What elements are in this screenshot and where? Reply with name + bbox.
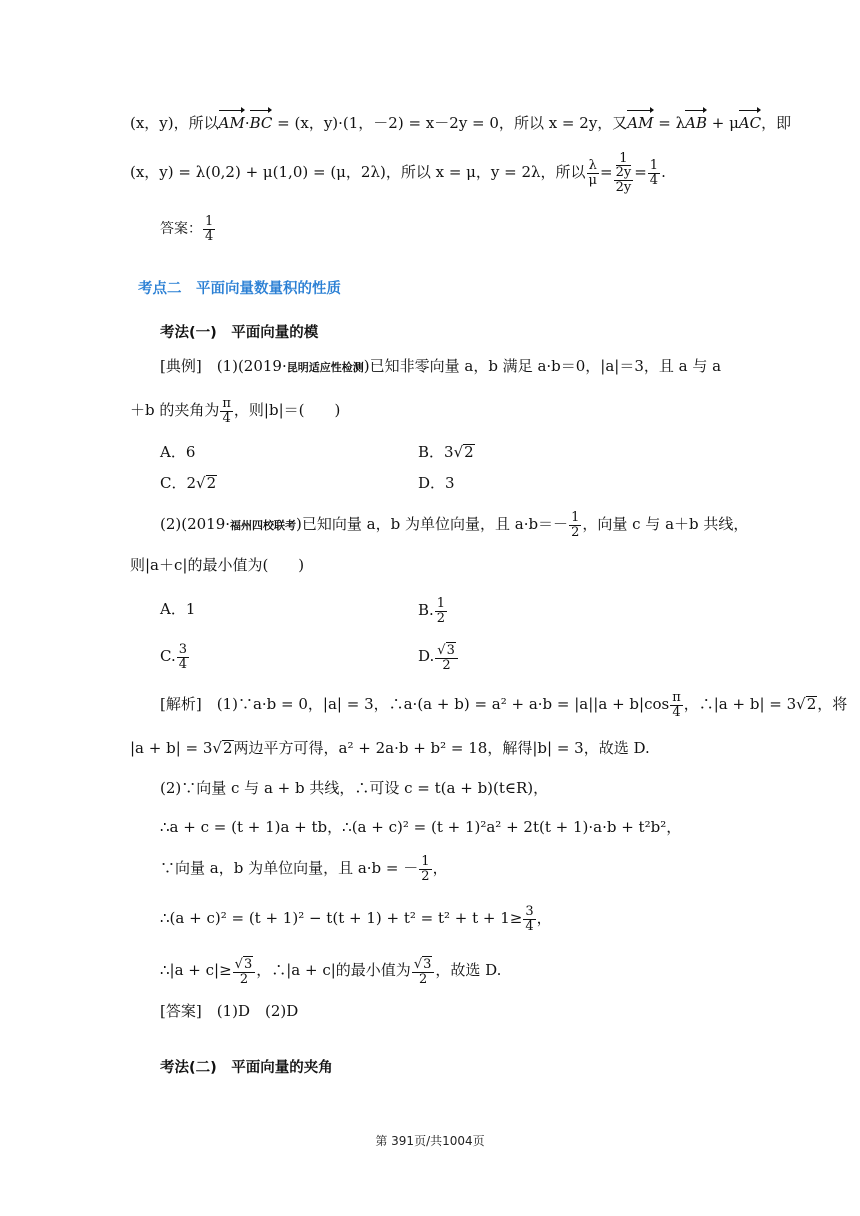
- example-line: (2)(2019·福州四校联考)已知向量 a，b 为单位向量，且 a·b＝－ $\frac{1}{2}$ ，向量 c 与 a＋b 共线，: [160, 509, 749, 540]
- option-b: B. $\frac{1}{2}$: [418, 595, 446, 626]
- example-line: 则|a＋c|的最小值为( ): [130, 556, 305, 574]
- option-c: C．2√2: [160, 474, 217, 492]
- fraction: 1 2y 2y: [615, 150, 632, 195]
- option-d: D．3: [418, 474, 455, 492]
- vector-ac: AC: [738, 114, 762, 132]
- section-heading: 考点二 平面向量数量积的性质: [138, 281, 341, 297]
- answer-line: 答案： $\frac{1}{4}$: [160, 213, 214, 244]
- option-a: A．1: [160, 600, 196, 618]
- option-c: C. $\frac{3}{4}$: [160, 641, 187, 672]
- example-line: [典例] (1)(2019·昆明适应性检测)已知非零向量 a，b 满足 a·b＝0，|a|＝3，且 a 与 a: [160, 357, 722, 375]
- answer-line: [答案] (1)D (2)D: [160, 1002, 299, 1020]
- method-heading: 考法(二) 平面向量的夹角: [160, 1060, 333, 1076]
- vector-am: AM: [218, 114, 245, 132]
- fraction: $\frac{1}{4}$: [649, 157, 659, 188]
- option-b: B．3√2: [418, 443, 474, 461]
- method-heading: 考法(一) 平面向量的模: [160, 325, 319, 341]
- solution-line: ∴(a + c)² = (t + 1)² − t(t + 1) + t² = t² + t + 1≥ $\frac{3}{4}$ ，: [160, 903, 552, 934]
- fraction: $\frac{\lambda}{\mu}$: [588, 157, 597, 188]
- fraction: $\frac{1}{4}$: [205, 213, 214, 244]
- solution-line: ∴|a + c|≥ $\frac{√3}{2}$ ，∴|a + c|的最小值为 $\frac{√3}{2}$ ，故选 D.: [160, 956, 502, 987]
- source-label: 昆明适应性检测: [286, 361, 364, 374]
- page-footer: 第 391页/共1004页: [375, 1134, 485, 1148]
- solution-line: |a + b| = 3√2两边平方可得，a² + 2a·b + b² = 18，解得|b| = 3，故选 D.: [130, 739, 650, 757]
- vector-am: AM: [627, 114, 654, 132]
- text-line: (x，y) = λ(0,2) + μ(1,0) = (μ，2λ)，所以 x = μ，y = 2λ，所以 $\frac{\lambda}{\mu}$ = 1 2y 2y = $\frac{1}{4}$ .: [130, 150, 666, 195]
- vector-bc: BC: [249, 114, 273, 132]
- solution-line: ∵向量 a，b 为单位向量，且 a·b = － $\frac{1}{2}$ ，: [160, 853, 448, 884]
- solution-line: [解析] (1)∵a·b = 0，|a| = 3，∴a·(a + b) = a² + a·b = |a||a + b|cos $\frac{\pi}{4}$ ，∴|a + b| = 3√2，将: [160, 689, 848, 720]
- example-line: ＋b 的夹角为 $\frac{\pi}{4}$ ，则|b|＝( ): [130, 395, 341, 426]
- text-line: (x，y)，所以AM·BC = (x，y)·(1，－2) = x－2y = 0，所以 x = 2y，又AM = λAB + μAC，即: [130, 114, 792, 132]
- vector-ab: AB: [685, 114, 707, 132]
- option-a: A．6: [160, 443, 196, 461]
- solution-line: (2)∵向量 c 与 a + b 共线，∴可设 c = t(a + b)(t∈R)，: [160, 779, 549, 797]
- solution-line: ∴a + c = (t + 1)a + tb，∴(a + c)² = (t + 1)²a² + 2t(t + 1)·a·b + t²b²，: [160, 818, 682, 836]
- option-d: D. $\frac{√3}{2}$: [418, 638, 459, 674]
- fraction: $\frac{\pi}{4}$: [222, 395, 231, 426]
- fraction: $\frac{1}{2}$: [571, 509, 580, 540]
- source-label: 福州四校联考: [230, 519, 297, 532]
